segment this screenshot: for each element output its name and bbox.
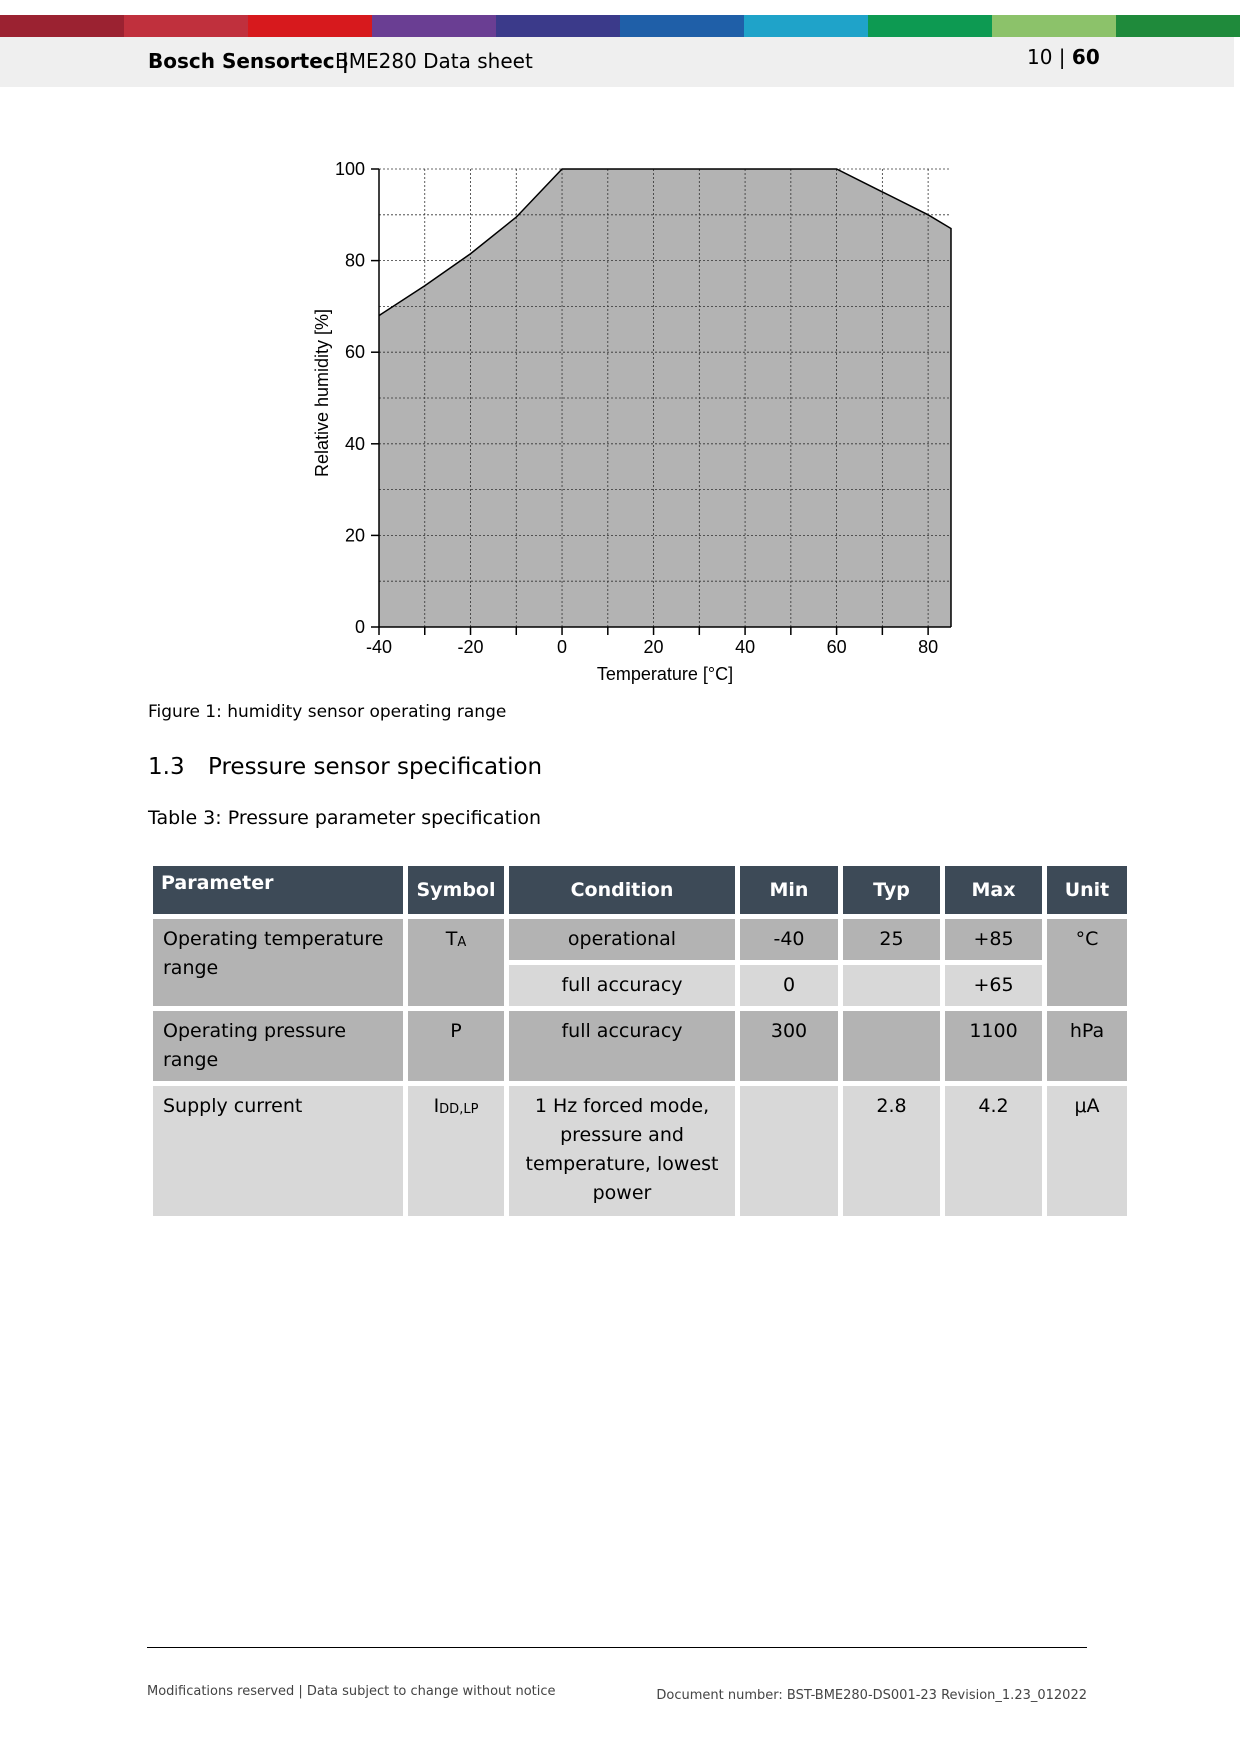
page-current: 10	[1027, 45, 1053, 69]
document-title: BME280 Data sheet	[335, 49, 533, 73]
cell-min	[740, 1086, 838, 1216]
pressure-spec-table	[148, 861, 1132, 1221]
cell-typ	[843, 1011, 940, 1081]
section-title: Pressure sensor specification	[208, 754, 543, 780]
cell-unit: μA	[1047, 1086, 1127, 1216]
symbol-main: T	[445, 928, 458, 950]
cell-parameter: Supply current	[153, 1086, 403, 1216]
header-unit: Unit	[1047, 866, 1127, 914]
y-tick-label: 80	[344, 250, 365, 271]
table-row	[153, 1086, 1127, 1216]
x-tick-label: 0	[557, 637, 568, 657]
cell-condition: full accuracy	[509, 1011, 735, 1081]
y-tick-label: 100	[334, 159, 365, 179]
x-tick-label: 60	[826, 637, 847, 657]
cell-typ: 25	[843, 919, 940, 960]
symbol-subscript: DD,LP	[439, 1102, 479, 1117]
page-separator: |	[1052, 45, 1072, 69]
cell-typ	[843, 965, 940, 1006]
footer-document-number: Document number: BST-BME280-DS001-23 Revision_1.23_012022	[656, 1688, 1087, 1703]
figure-caption: Figure 1: humidity sensor operating range	[148, 702, 507, 722]
cell-unit: °C	[1047, 919, 1127, 1006]
symbol-main: I	[433, 1095, 440, 1117]
header-condition: Condition	[509, 866, 735, 914]
y-tick-label: 20	[344, 525, 365, 546]
table-row	[153, 1011, 1127, 1081]
cell-min: 0	[740, 965, 838, 1006]
cell-min: -40	[740, 919, 838, 960]
cell-min: 300	[740, 1011, 838, 1081]
cell-parameter: Operating temperature range	[153, 919, 403, 1006]
x-tick-label: 40	[735, 637, 756, 657]
cell-max: 4.2	[945, 1086, 1042, 1216]
section-heading	[148, 754, 542, 780]
table-row	[153, 919, 1127, 960]
cell-max: +85	[945, 919, 1042, 960]
y-tick-label: 40	[344, 433, 365, 454]
x-tick-label: 20	[643, 637, 664, 657]
x-tick-label: 80	[918, 637, 939, 657]
footer-divider	[147, 1647, 1087, 1648]
cell-unit: hPa	[1047, 1011, 1127, 1081]
y-axis-label: Relative humidity [%]	[312, 308, 332, 478]
symbol-subscript: A	[457, 935, 467, 950]
x-tick-label: -20	[457, 637, 484, 657]
header-typ: Typ	[843, 866, 940, 914]
header-max: Max	[945, 866, 1042, 914]
cell-max: +65	[945, 965, 1042, 1006]
cell-parameter: Operating pressure range	[153, 1011, 403, 1081]
table-caption: Table 3: Pressure parameter specification	[148, 807, 542, 829]
cell-condition: 1 Hz forced mode, pressure and temperature, lowest power	[509, 1086, 735, 1216]
cell-condition: operational	[509, 919, 735, 960]
y-tick-label: 0	[354, 617, 365, 637]
footer-disclaimer: Modifications reserved | Data subject to change without notice	[147, 1684, 556, 1699]
header-parameter: Parameter	[153, 866, 403, 914]
cell-condition: full accuracy	[509, 965, 735, 1006]
table-header-row	[153, 866, 1127, 914]
humidity-range-chart	[0, 0, 1240, 700]
section-number: 1.3	[148, 754, 185, 780]
x-axis-label: Temperature [°C]	[596, 664, 734, 684]
y-tick-label: 60	[344, 342, 365, 363]
cell-typ: 2.8	[843, 1086, 940, 1216]
cell-symbol: P	[408, 1011, 504, 1081]
cell-symbol	[408, 919, 504, 1006]
company-name: Bosch Sensortec |	[148, 49, 349, 73]
cell-max: 1100	[945, 1011, 1042, 1081]
page-total: 60	[1071, 45, 1100, 69]
header-symbol: Symbol	[408, 866, 504, 914]
cell-symbol	[408, 1086, 504, 1216]
x-tick-label: -40	[365, 637, 393, 657]
header-min: Min	[740, 866, 838, 914]
